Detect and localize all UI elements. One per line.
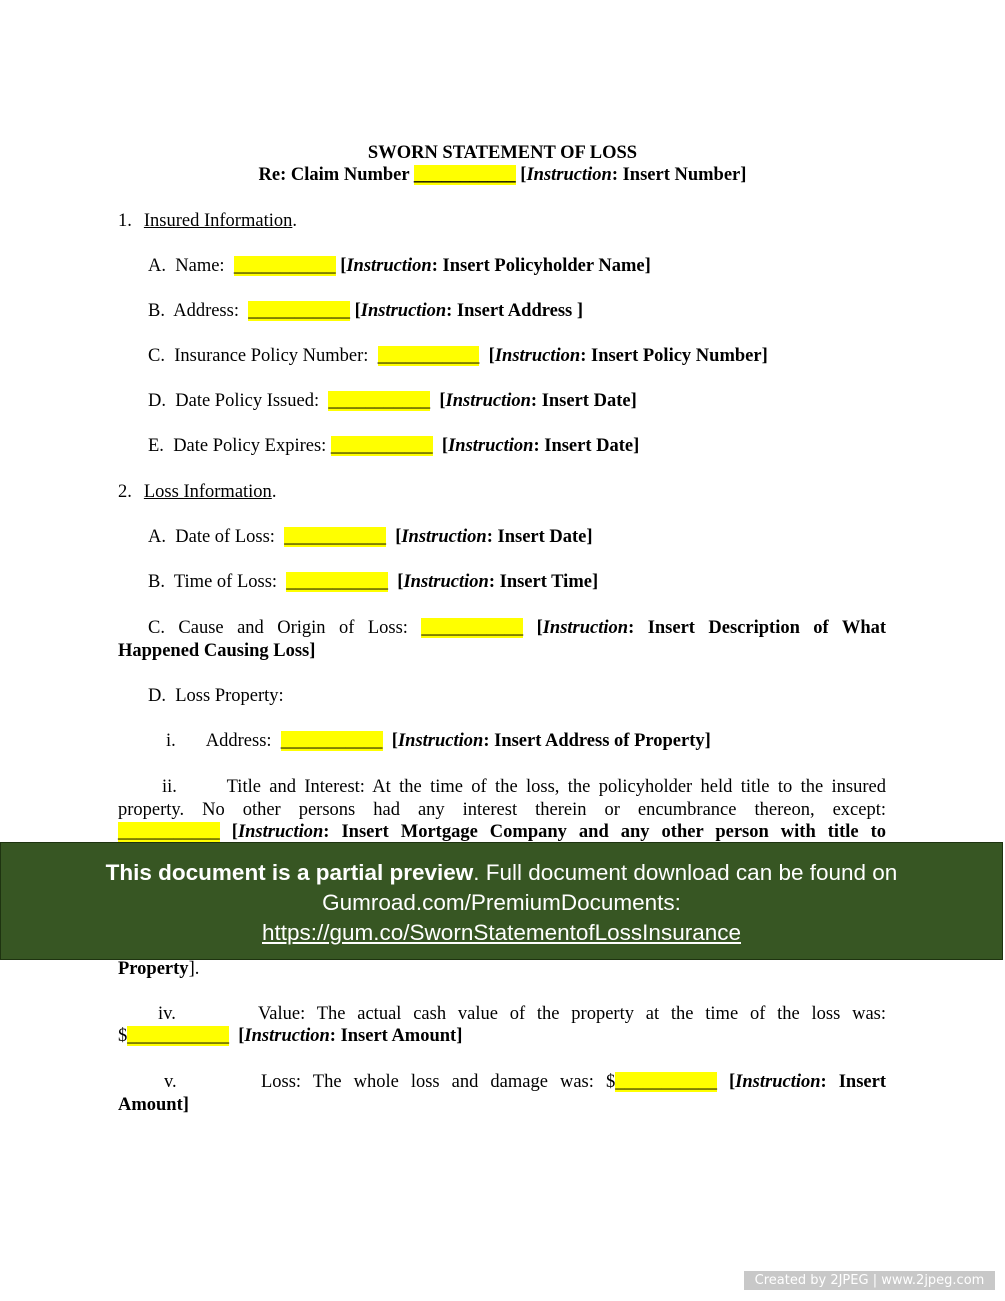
date-issued-row: D. Date Policy Issued: ___________ [Instruction: Insert Date] <box>148 391 637 411</box>
title-interest-line1: ii. Title and Interest: At the time of the loss, the policyholder held title to the insured <box>162 777 887 797</box>
cause-of-loss-blank[interactable]: ___________ <box>421 618 524 638</box>
loss-amount-blank[interactable]: ___________ <box>615 1072 717 1092</box>
banner-line-1: This document is a partial preview. Full document download can be found on <box>105 860 898 885</box>
date-issued-blank[interactable]: ___________ <box>328 391 431 411</box>
date-expires-row: E. Date Policy Expires: ___________ [Instruction: Insert Date] <box>148 436 640 456</box>
policy-number-blank[interactable]: ___________ <box>377 346 480 366</box>
value-amount-blank[interactable]: ___________ <box>127 1026 229 1046</box>
property-address-blank[interactable]: ___________ <box>280 731 383 751</box>
property-address-row: i. Address: ___________ [Instruction: Insert Address of Property] <box>166 731 711 751</box>
time-of-loss-blank[interactable]: ___________ <box>286 572 389 592</box>
date-of-loss-row: A. Date of Loss: ___________ [Instruction: Insert Date] <box>148 527 593 547</box>
policy-number-row: C. Insurance Policy Number: ___________ [Instruction: Insert Policy Number] <box>148 346 768 366</box>
section-2-heading: 2. Loss Information. <box>118 482 277 502</box>
creator-credit: Created by 2JPEG | www.2jpeg.com <box>744 1271 995 1290</box>
claim-number-blank[interactable]: ___________ <box>413 165 516 185</box>
section-1-heading: 1. Insured Information. <box>118 211 297 231</box>
loss-amount-line1: v. Loss: The whole loss and damage was: $___________ [Instruction: Insert <box>164 1072 887 1092</box>
cause-of-loss-row-cont: Happened Causing Loss] <box>118 641 316 661</box>
insured-address-row: B. Address: ___________ [Instruction: Insert Address ] <box>148 301 584 321</box>
loss-property-heading: D. Loss Property: <box>148 686 284 706</box>
title-interest-line3: ___________ [Instruction: Insert Mortgage Company and any other person with title to <box>118 822 886 842</box>
title-interest-line2: property. No other persons had any interest therein or encumbrance thereon, except: <box>118 800 886 820</box>
value-line2: $___________ [Instruction: Insert Amount] <box>118 1026 463 1046</box>
banner-line-2: Gumroad.com/PremiumDocuments: <box>322 890 681 915</box>
date-of-loss-blank[interactable]: ___________ <box>284 527 386 547</box>
value-line1: iv. Value: The actual cash value of the property at the time of the loss was: <box>158 1004 887 1024</box>
claim-number-label: Re: Claim Number <box>258 165 414 185</box>
document-title: SWORN STATEMENT OF LOSS <box>367 143 638 163</box>
cause-of-loss-row: C. Cause and Origin of Loss: ___________ [Instruction: Insert Description of What <box>148 618 887 638</box>
claim-number-line: Re: Claim Number ___________ [Instruction: Insert Number] <box>258 165 747 185</box>
property-tail: Property]. <box>118 959 200 979</box>
mortgage-company-blank[interactable]: ___________ <box>118 822 220 842</box>
date-expires-blank[interactable]: ___________ <box>330 436 433 456</box>
insured-address-blank[interactable]: ___________ <box>248 301 350 321</box>
time-of-loss-row: B. Time of Loss: ___________ [Instruction: Insert Time] <box>148 572 599 592</box>
download-link[interactable]: https://gum.co/SwornStatementofLossInsurance <box>261 920 741 945</box>
insured-name-row: A. Name: ___________ [Instruction: Insert Policyholder Name] <box>148 256 651 276</box>
insured-name-blank[interactable]: ___________ <box>233 256 336 276</box>
loss-amount-line2: Amount] <box>118 1095 189 1115</box>
preview-banner <box>0 842 1003 960</box>
